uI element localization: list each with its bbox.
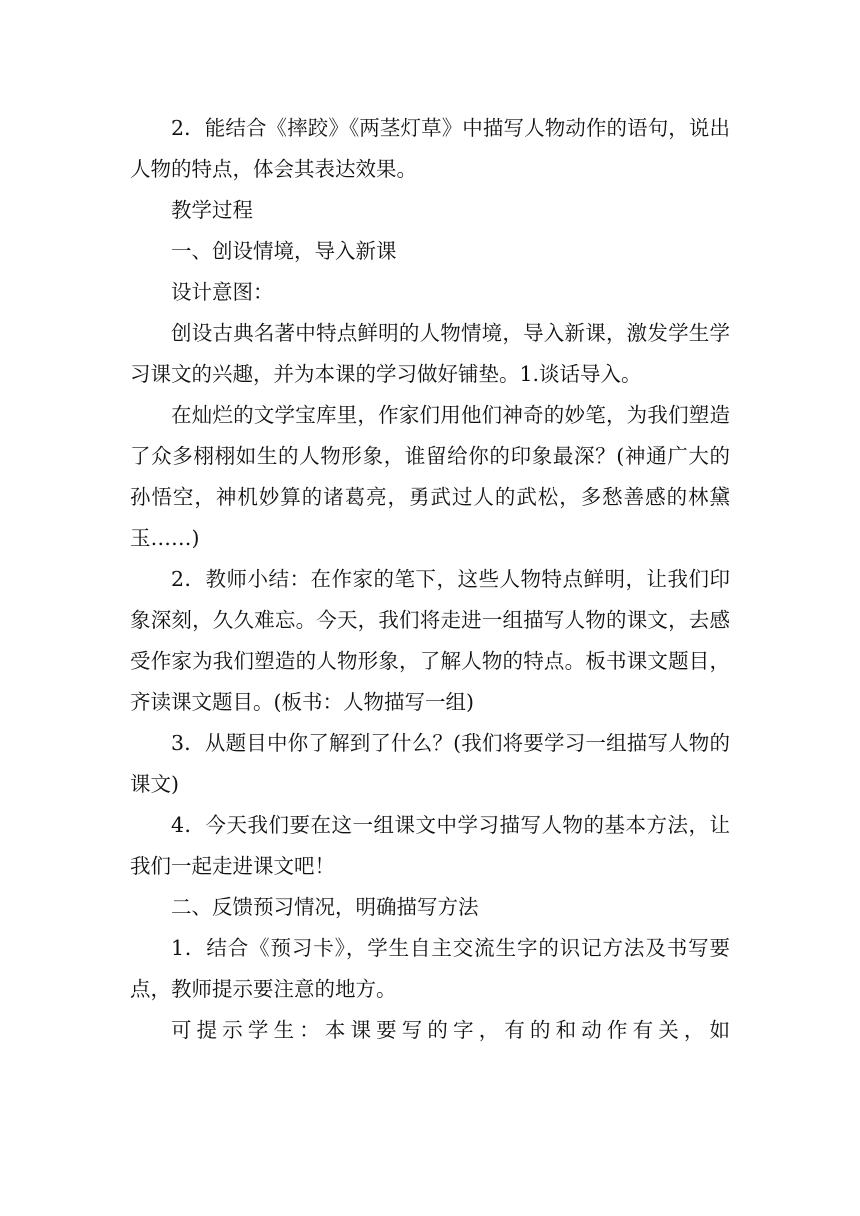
- heading-section-2: 二、反馈预习情况，明确描写方法: [171, 895, 479, 919]
- paragraph-objective-2: 2．能结合《摔跤》《两茎灯草》中描写人物动作的语句，说出人物的特点，体会其表达效果。: [130, 116, 730, 181]
- paragraph-teacher-summary: 2．教师小结：在作家的笔下，这些人物特点鲜明，让我们印象深刻，久久难忘。今天，我们将走进一组描写人物的课文，去感受作家为我们塑造的人物形象，了解人物的特点。板书课文题目，齐读课文题目。(板书：人物描写一组): [130, 567, 730, 714]
- paragraph-design-intent: 创设古典名著中特点鲜明的人物情境，导入新课，激发学生学习课文的兴趣，并为本课的学习做好铺垫。1.谈话导入。: [130, 321, 730, 386]
- paragraph-item-4: 4．今天我们要在这一组课文中学习描写人物的基本方法，让我们一起走进课文吧！: [130, 813, 730, 878]
- heading-teaching-process: 教学过程: [171, 198, 253, 222]
- paragraph-preview-card: 1．结合《预习卡》，学生自主交流生字的识记方法及书写要点，教师提示要注意的地方。: [130, 936, 730, 1001]
- heading-section-1: 一、创设情境，导入新课: [171, 239, 397, 263]
- label-design-intent: 设计意图：: [171, 280, 274, 304]
- paragraph-intro-talk: 在灿烂的文学宝库里，作家们用他们神奇的妙笔，为我们塑造了众多栩栩如生的人物形象，谁留给你的印象最深？(神通广大的孙悟空，神机妙算的诸葛亮，勇武过人的武松，多愁善感的林黛玉……): [130, 403, 730, 550]
- paragraph-question-3: 3．从题目中你了解到了什么？(我们将要学习一组描写人物的课文): [130, 731, 730, 796]
- document-body: [130, 108, 730, 1051]
- paragraph-hint: 可提示学生：本课要写的字，有的和动作有关，如: [171, 1018, 730, 1042]
